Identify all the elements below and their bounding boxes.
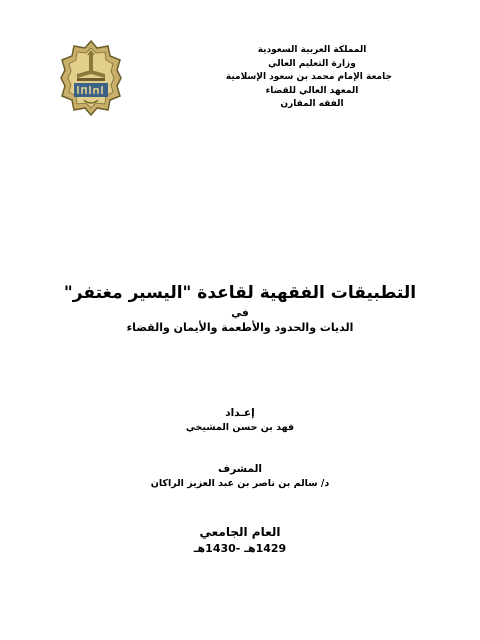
author-name: فهد بن حسن المشيخي: [185, 422, 295, 433]
header-institute: المعهد العالي للقضاء: [265, 85, 359, 96]
header-ministry: وزارة التعليم العالي: [268, 58, 356, 69]
thesis-title-block: [0, 282, 480, 335]
supervisor-section: [0, 462, 480, 491]
thesis-title: التطبيقات الفقهية لقاعدة "اليسير مغتفر": [63, 283, 417, 303]
thesis-title-conjunction: في: [231, 307, 249, 319]
header-university: جامعة الإمام محمد بن سعود الإسلامية: [225, 72, 392, 82]
header-country: المملكة العربية السعودية: [257, 45, 367, 55]
thesis-subtitle: الديات والحدود والأطعمة والأيمان والقضاء: [126, 321, 354, 334]
university-emblem-icon: [60, 40, 122, 116]
header-department: الفقه المقارن: [280, 99, 344, 109]
academic-year-value: 1429هـ -1430هـ: [193, 542, 287, 555]
academic-year-label: العام الجامعي: [199, 525, 281, 539]
author-label: إعـداد: [225, 407, 255, 419]
academic-year-section: [0, 524, 480, 557]
supervisor-name: د/ سالم بن ناصر بن عبد العزيز الراكان: [150, 478, 330, 489]
author-section: [0, 406, 480, 435]
institution-header: [225, 44, 392, 112]
supervisor-label: المشرف: [218, 463, 262, 475]
